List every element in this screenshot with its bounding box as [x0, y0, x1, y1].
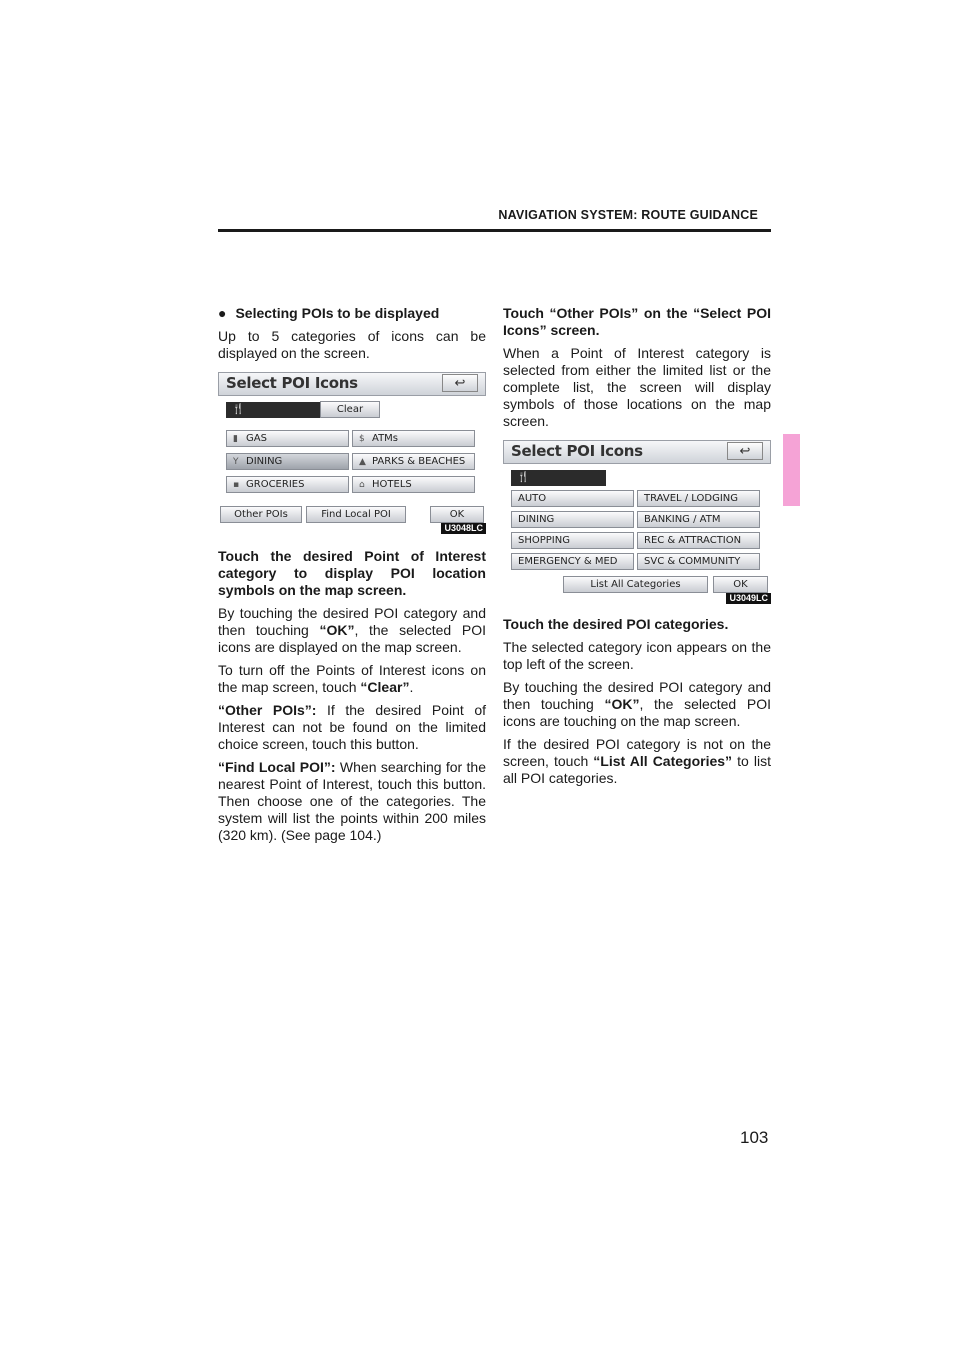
hotel-icon: ⌂ — [359, 480, 365, 490]
shopping-button[interactable]: SHOPPING — [511, 532, 634, 549]
instruction-categories: Touch the desired POI categories. — [503, 616, 729, 632]
chapter-tab — [783, 434, 800, 506]
left-column — [218, 305, 486, 850]
screen-title: Select POI Icons — [511, 442, 643, 460]
select-poi-icons-screen — [218, 372, 486, 536]
banking-atm-button[interactable]: BANKING / ATM — [637, 511, 760, 528]
selected-icons-bar — [511, 470, 606, 486]
paragraph-other-pois: “Other POIs”: If the desired Point of Interest can not be found on the limited choice screen, touch this button. — [218, 702, 486, 752]
fork-knife-icon: 🍴 — [517, 472, 530, 483]
svc-community-button[interactable]: SVC & COMMUNITY — [637, 553, 760, 570]
figure-code: U3048LC — [441, 523, 486, 534]
ok-button[interactable]: OK — [713, 576, 768, 593]
find-local-poi-button[interactable]: Find Local POI — [306, 506, 406, 523]
page-number: 103 — [740, 1128, 769, 1147]
atm-icon: $ — [359, 434, 365, 444]
park-icon: ▲ — [359, 457, 366, 467]
parks-beaches-button[interactable]: ▲ PARKS & BEACHES — [352, 453, 475, 470]
auto-button[interactable]: AUTO — [511, 490, 634, 507]
section-header: NAVIGATION SYSTEM: ROUTE GUIDANCE — [498, 208, 758, 222]
paragraph-list-all: If the desired POI category is not on the screen, touch “List All Categories” to list all POI categories. — [503, 736, 771, 786]
list-all-categories-button[interactable]: List All Categories — [563, 576, 708, 593]
paragraph-selected-icon: The selected category icon appears on the top left of the screen. — [503, 639, 771, 672]
other-pois-button[interactable]: Other POIs — [220, 506, 302, 523]
section-heading: ● Selecting POIs to be displayed — [218, 305, 440, 321]
emergency-med-button[interactable]: EMERGENCY & MED — [511, 553, 634, 570]
clear-button[interactable]: Clear — [320, 401, 380, 418]
screen-title: Select POI Icons — [226, 374, 358, 392]
back-button[interactable]: ↩ — [727, 442, 763, 460]
gas-button[interactable]: ▮ GAS — [226, 430, 349, 447]
dining-icon: Y — [233, 457, 239, 467]
atms-button[interactable]: $ ATMs — [352, 430, 475, 447]
paragraph-clear: To turn off the Points of Interest icons on the map screen, touch “Clear”. — [218, 662, 486, 695]
dining-button[interactable]: Y DINING — [226, 453, 349, 470]
gas-icon: ▮ — [233, 434, 238, 444]
paragraph-find-local: “Find Local POI”: When searching for the nearest Point of Interest, touch this button. Then choose one of the categories. The system will list the points within 200 miles (320 km). (See page 104.) — [218, 759, 487, 843]
paragraph-ok: By touching the desired POI category and then touching “OK”, the selected POI icons are displayed on the map screen. — [218, 605, 486, 655]
intro-text: Up to 5 categories of icons can be displayed on the screen. — [218, 328, 486, 361]
groceries-button[interactable]: ▪ GROCERIES — [226, 476, 349, 493]
hotels-button[interactable]: ⌂ HOTELS — [352, 476, 475, 493]
travel-lodging-button[interactable]: TRAVEL / LODGING — [637, 490, 760, 507]
intro-text-right: When a Point of Interest category is selected from either the limited list or the complete list, the screen will display symbols of those locations on the map screen. — [503, 345, 771, 429]
paragraph-ok-right: By touching the desired POI category and then touching “OK”, the selected POI icons are touching on the map screen. — [503, 679, 771, 729]
back-button[interactable]: ↩ — [442, 374, 478, 392]
rec-attraction-button[interactable]: REC & ATTRACTION — [637, 532, 760, 549]
instruction-text: Touch the desired Point of Interest category to display POI location symbols on the map screen. — [218, 548, 486, 598]
fork-knife-icon: 🍴 — [232, 404, 245, 415]
select-poi-icons-screen-2 — [503, 440, 771, 604]
selected-icons-bar — [226, 402, 320, 418]
grocery-icon: ▪ — [233, 480, 240, 490]
dining-button[interactable]: DINING — [511, 511, 634, 528]
ok-button[interactable]: OK — [430, 506, 484, 523]
bullet-icon: ● — [218, 305, 227, 321]
figure-code: U3049LC — [726, 593, 771, 604]
right-column — [503, 305, 771, 793]
header-rule — [218, 229, 771, 232]
instruction-other-pois: Touch “Other POIs” on the “Select POI Icons” screen. — [503, 305, 771, 338]
